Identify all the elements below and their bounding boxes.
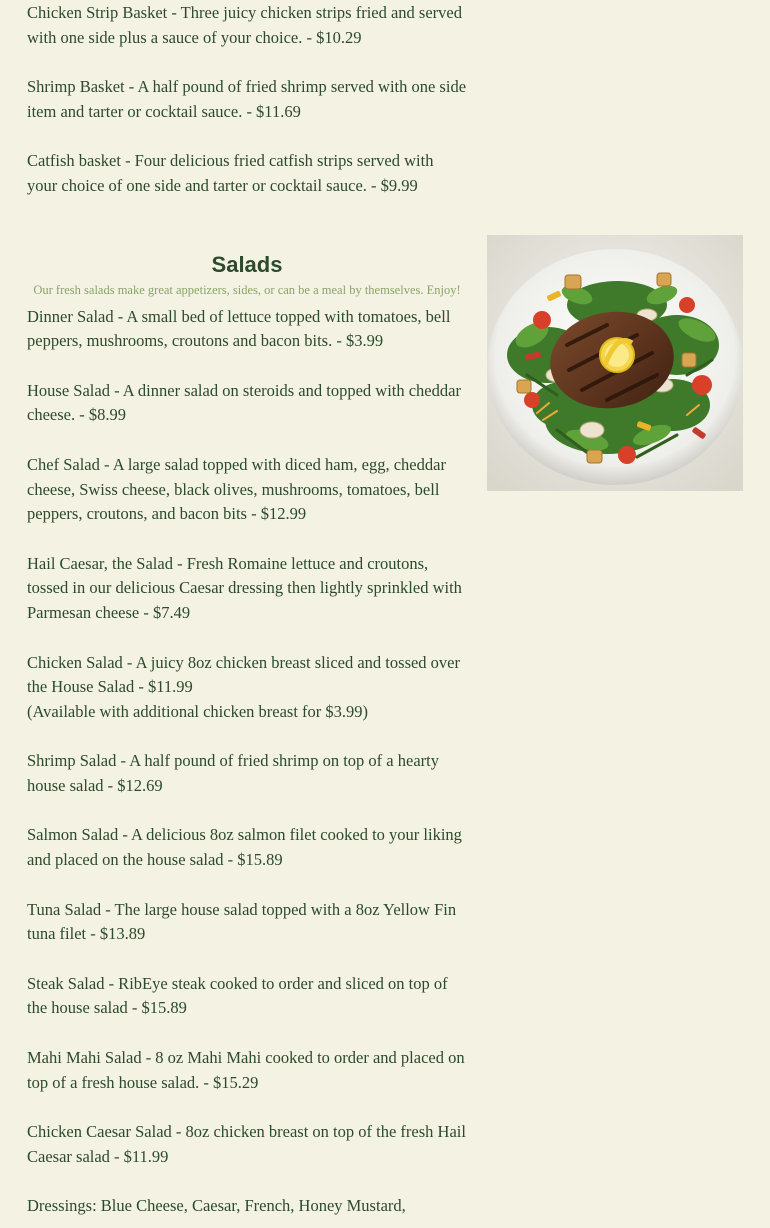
- menu-item-dinner-salad: Dinner Salad - A small bed of lettuce topped with tomatoes, bell peppers, mushrooms, croutons and bacon bits. - $3.99: [27, 306, 451, 351]
- menu-item-steak-salad: Steak Salad - RibEye steak cooked to order and sliced on top of the house salad - $15.89: [27, 973, 448, 1018]
- menu-item-chicken-strip-basket: Chicken Strip Basket - Three juicy chicken strips fried and served with one side plus a sauce of your choice. - $10.29: [27, 3, 462, 47]
- menu-item-chicken-caesar-salad: Chicken Caesar Salad - 8oz chicken breast on top of the fresh Hail Caesar salad - $11.99: [27, 1122, 466, 1166]
- menu-item-chicken-salad: Chicken Salad - A juicy 8oz chicken breast sliced and tossed over the House Salad - $11.99: [27, 652, 461, 697]
- menu-item-dressings: Dressings: Blue Cheese, Caesar, French, Honey Mustard,: [27, 1196, 406, 1216]
- menu-item-salmon-salad: Salmon Salad - A delicious 8oz salmon filet cooked to your liking and placed on the house salad - $15.89: [27, 825, 462, 870]
- menu-item-chef-salad: Chef Salad - A large salad topped with diced ham, egg, cheddar cheese, Swiss cheese, black olives, mushrooms, tomatoes, bell peppers, croutons, and bacon bits - $12.99: [27, 454, 446, 524]
- menu-column: [27, 0, 467, 1219]
- menu-item-shrimp-salad: Shrimp Salad - A half pound of fried shrimp on top of a hearty house salad - $12.69: [27, 751, 439, 795]
- section-subtitle: Our fresh salads make great appetizers, sides, or can be a meal by themselves. Enjoy!: [33, 282, 461, 297]
- menu-item-house-salad: House Salad - A dinner salad on steroids and topped with cheddar cheese. - $8.99: [27, 380, 461, 425]
- menu-item-catfish-basket: Catfish basket - Four delicious fried catfish strips served with your choice of one side and tarter or cocktail sauce. - $9.99: [27, 151, 434, 195]
- section-title-salads: Salads: [211, 251, 283, 277]
- menu-item-mahi-mahi-salad: Mahi Mahi Salad - 8 oz Mahi Mahi cooked to order and placed on top of a fresh house salad. - $15.29: [27, 1048, 465, 1092]
- menu-item-shrimp-basket: Shrimp Basket - A half pound of fried shrimp served with one side item and tarter or cocktail sauce. - $11.69: [27, 77, 467, 121]
- menu-item-tuna-salad: Tuna Salad - The large house salad topped with a 8oz Yellow Fin tuna filet - $13.89: [27, 899, 457, 944]
- menu-item-chicken-salad-note: (Available with additional chicken breast for $3.99): [27, 701, 369, 721]
- menu-item-hail-caesar: Hail Caesar, the Salad - Fresh Romaine lettuce and croutons, tossed in our delicious Caesar dressing then lightly sprinkled with Parmesan cheese - $7.49: [27, 553, 462, 622]
- steak-salad-photo: [487, 235, 743, 491]
